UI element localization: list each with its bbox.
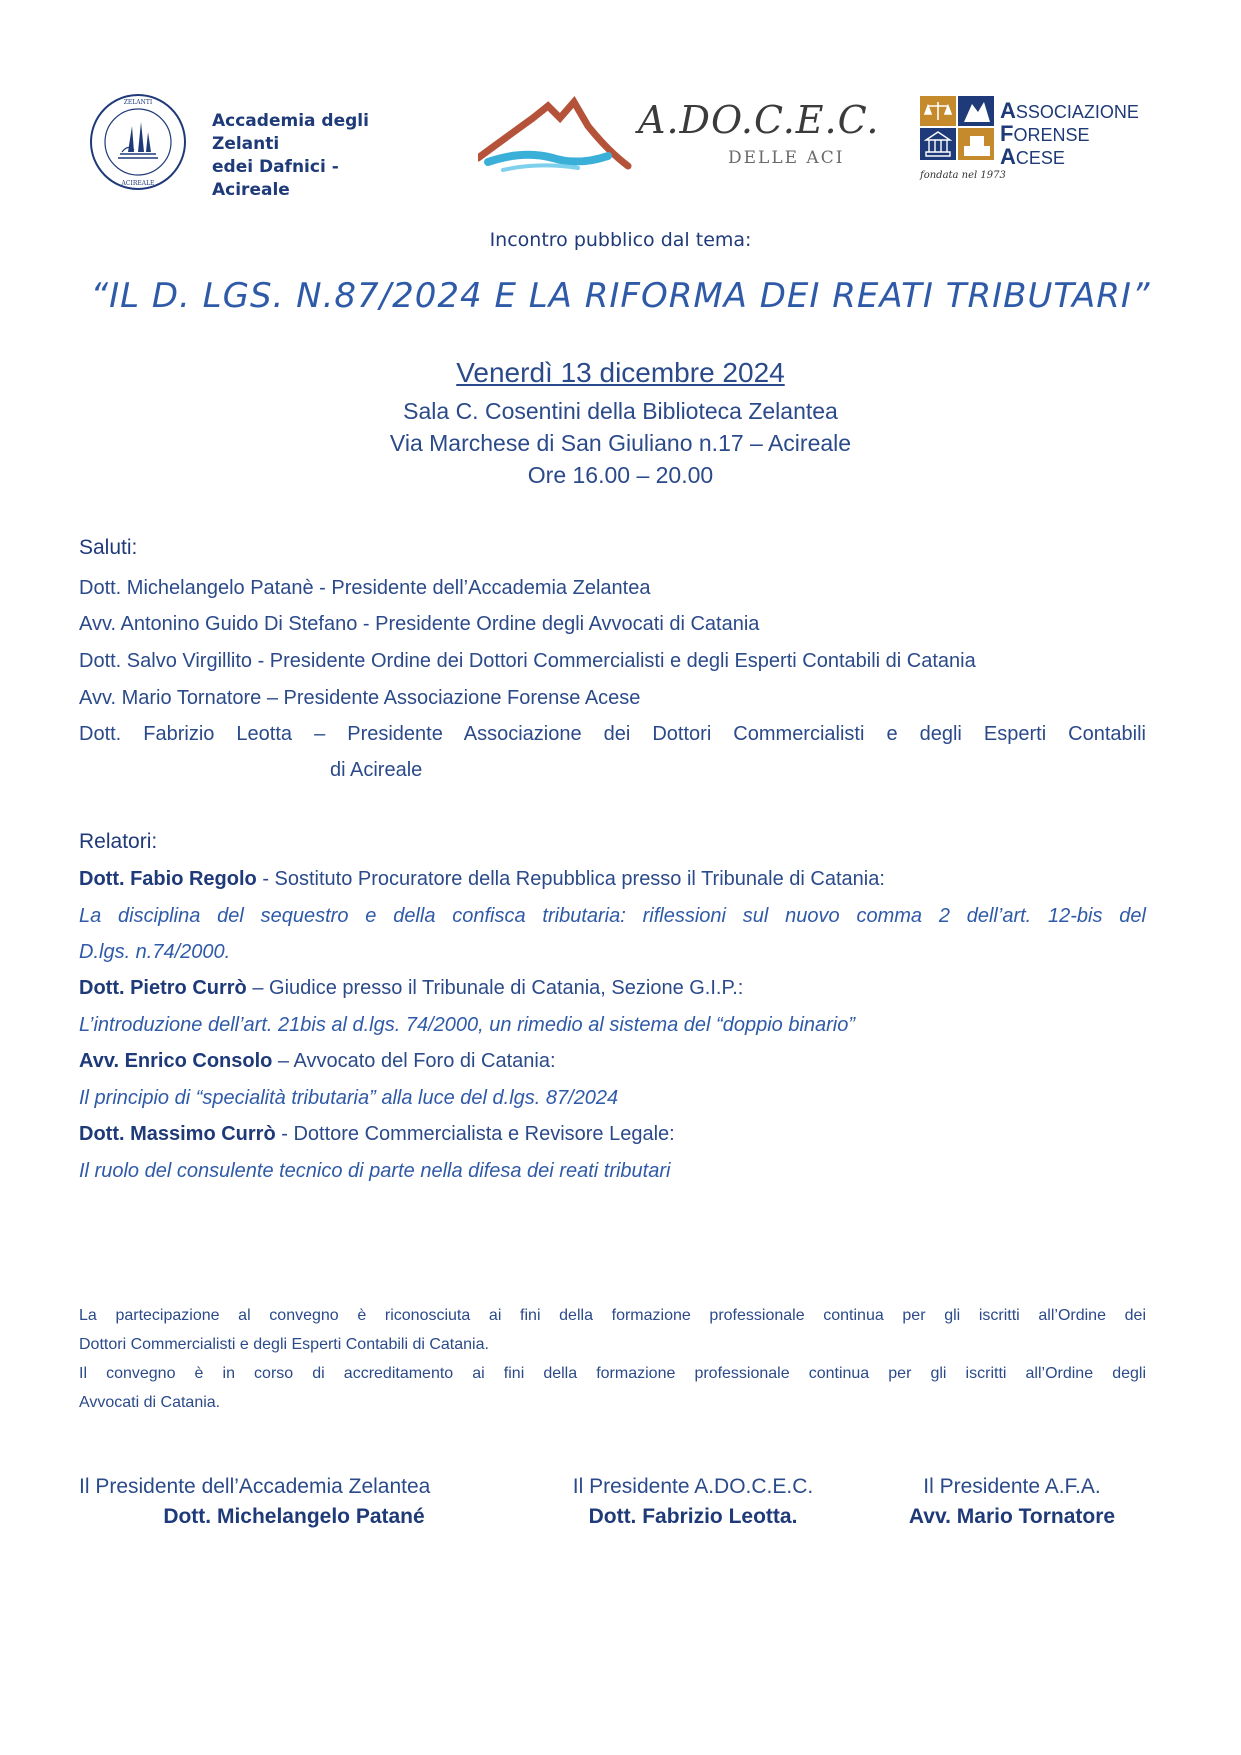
accreditation-note: Dottori Commercialisti e degli Esperti Contabili di Catania.	[79, 1336, 489, 1353]
signature-title: Il Presidente A.F.A.	[923, 1475, 1101, 1498]
afa-logo	[920, 96, 1150, 186]
intro-text: Incontro pubblico dal tema:	[489, 229, 752, 251]
signature-afa	[878, 1472, 1146, 1532]
speaker-role: – Giudice presso il Tribunale di Catania, Sezione G.I.P.:	[246, 977, 744, 999]
talk-title: Il principio di “specialità tributaria” alla luce del d.lgs. 87/2024	[79, 1087, 619, 1109]
accreditation-note: Avvocati di Catania.	[79, 1394, 221, 1411]
speaker-row	[79, 977, 743, 1000]
event-date: Venerdì 13 dicembre 2024	[456, 357, 785, 388]
speaker-role: – Avvocato del Foro di Catania:	[272, 1050, 556, 1072]
talk-title: La disciplina del sequestro e della confisca tributaria: riflessioni sul nuovo comma 2 dell’art. 12-bis del	[79, 905, 1146, 927]
saluti-item: Dott. Michelangelo Patanè - Presidente dell’Accademia Zelantea	[79, 577, 651, 599]
speaker-role: - Dottore Commercialista e Revisore Legale:	[275, 1123, 675, 1145]
speaker-name: Dott. Pietro Currò	[79, 977, 247, 999]
speaker-name: Dott. Fabio Regolo	[79, 868, 257, 890]
mountain-wave-icon	[478, 96, 648, 176]
afa-fondata: fondata nel 1973	[920, 170, 1006, 181]
accademia-seal-icon	[88, 92, 188, 192]
accademia-logo	[88, 92, 418, 200]
event-time: Ore 16.00 – 20.00	[527, 462, 714, 488]
seal-bottom-text: ACIREALE	[121, 180, 155, 187]
speaker-name: Avv. Enrico Consolo	[79, 1050, 273, 1072]
talk-title: L’introduzione dell’art. 21bis al d.lgs. 74/2000, un rimedio al sistema del “doppio binario”	[79, 1014, 856, 1036]
saluti-item: Dott. Fabrizio Leotta – Presidente Associazione dei Dottori Commercialisti e degli Esperti Contabili	[79, 723, 1146, 745]
event-venue	[0, 395, 1241, 491]
signature-name: Dott. Fabrizio Leotta.	[588, 1505, 798, 1528]
adocec-logo	[478, 92, 880, 182]
signature-adocec	[548, 1472, 838, 1532]
saluti-item: Avv. Antonino Guido Di Stefano - Presidente Ordine degli Avvocati di Catania	[79, 613, 760, 635]
venue-line1: Sala C. Cosentini della Biblioteca Zelantea	[403, 398, 838, 424]
speaker-row	[79, 868, 885, 891]
speaker-row	[79, 1123, 675, 1146]
saluti-item: Avv. Mario Tornatore – Presidente Associazione Forense Acese	[79, 687, 641, 709]
talk-title-cont: D.lgs. n.74/2000.	[79, 941, 231, 963]
accademia-name-line2: edei Dafnici - Acireale	[212, 157, 339, 200]
accreditation-note: Il convegno è in corso di accreditamento ai fini della formazione professionale continua per gli iscritti all’Ordine degli	[79, 1365, 1146, 1382]
saluti-item: Dott. Salvo Virgillito - Presidente Ordine dei Dottori Commercialisti e degli Esperti Contabili di Catania	[79, 650, 976, 672]
speaker-row	[79, 1050, 556, 1073]
adocec-sub: DELLE ACI	[728, 148, 845, 168]
saluti-item-cont: di Acireale	[330, 759, 423, 781]
afa-line3: ACESE	[1000, 144, 1065, 169]
speaker-name: Dott. Massimo Currò	[79, 1123, 276, 1145]
signature-title: Il Presidente A.DO.C.E.C.	[572, 1475, 814, 1498]
signature-accademia	[79, 1472, 509, 1532]
afa-line2: FORENSE	[1000, 121, 1090, 146]
signature-name: Avv. Mario Tornatore	[908, 1505, 1116, 1528]
svg-text:ZELANTI: ZELANTI	[123, 99, 153, 106]
speaker-role: - Sostituto Procuratore della Repubblica presso il Tribunale di Catania:	[256, 868, 885, 890]
afa-emblem-icon	[920, 96, 996, 162]
page-title: “IL D. LGS. N.87/2024 E LA RIFORMA DEI REATI TRIBUTARI”	[90, 276, 1151, 316]
signature-name: Dott. Michelangelo Patané	[163, 1505, 425, 1528]
talk-title: Il ruolo del consulente tecnico di parte nella difesa dei reati tributari	[79, 1160, 671, 1182]
accreditation-note: La partecipazione al convegno è riconosciuta ai fini della formazione professionale continua per gli iscritti all’Ordine dei	[79, 1307, 1146, 1324]
adocec-name: A.DO.C.E.C.	[638, 98, 880, 142]
accademia-name-line1: Accademia degli Zelanti	[212, 111, 369, 154]
relatori-heading: Relatori:	[79, 830, 158, 853]
venue-line2: Via Marchese di San Giuliano n.17 – Acireale	[389, 430, 852, 456]
saluti-heading: Saluti:	[79, 536, 138, 559]
signature-title: Il Presidente dell’Accademia Zelantea	[79, 1475, 431, 1498]
afa-line1: ASSOCIAZIONE	[1000, 98, 1139, 123]
